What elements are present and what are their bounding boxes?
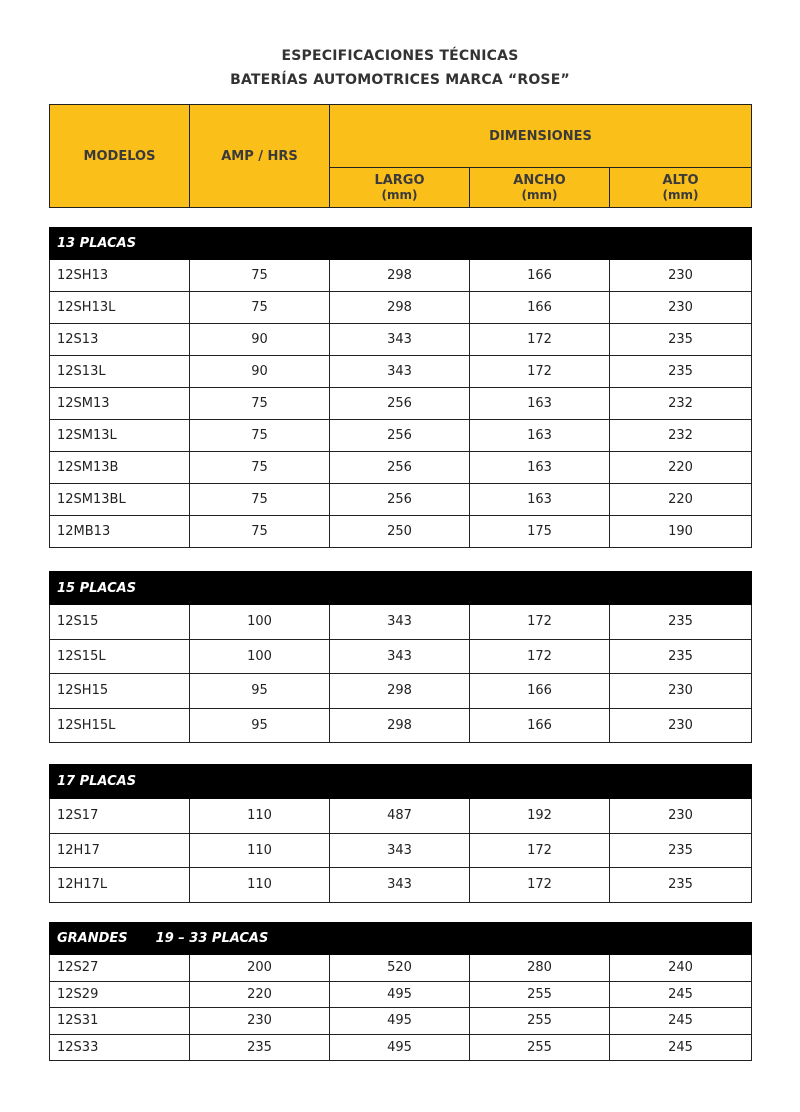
- cell-largo: 343: [330, 605, 470, 640]
- cell-largo: 487: [330, 799, 470, 834]
- cell-alto: 220: [610, 484, 752, 516]
- cell-model: 12MB13: [50, 516, 190, 548]
- cell-model: 12S15: [50, 605, 190, 640]
- header-amp-hrs: AMP / HRS: [190, 105, 330, 208]
- cell-ancho: 166: [470, 674, 610, 709]
- cell-amp: 75: [190, 420, 330, 452]
- cell-largo: 256: [330, 452, 470, 484]
- cell-amp: 75: [190, 260, 330, 292]
- spec-header-table: [49, 104, 752, 208]
- cell-alto: 240: [610, 955, 752, 982]
- cell-largo: 298: [330, 674, 470, 709]
- cell-largo: 495: [330, 1008, 470, 1035]
- cell-amp: 75: [190, 484, 330, 516]
- cell-model: 12S29: [50, 981, 190, 1008]
- group-sublabel: 19 – 33 PLACAS: [155, 931, 269, 946]
- cell-amp: 220: [190, 981, 330, 1008]
- cell-ancho: 255: [470, 1034, 610, 1061]
- cell-model: 12SH13L: [50, 292, 190, 324]
- cell-model: 12H17L: [50, 868, 190, 903]
- cell-ancho: 163: [470, 420, 610, 452]
- table-row: [50, 356, 752, 388]
- cell-largo: 298: [330, 260, 470, 292]
- cell-largo: 495: [330, 981, 470, 1008]
- header-largo: LARGO (mm): [330, 168, 470, 208]
- cell-amp: 90: [190, 356, 330, 388]
- cell-largo: 520: [330, 955, 470, 982]
- table-row: [50, 605, 752, 640]
- cell-amp: 75: [190, 292, 330, 324]
- table-row: [50, 708, 752, 743]
- cell-model: 12S31: [50, 1008, 190, 1035]
- cell-largo: 343: [330, 356, 470, 388]
- cell-ancho: 172: [470, 833, 610, 868]
- cell-model: 12S17: [50, 799, 190, 834]
- cell-ancho: 280: [470, 955, 610, 982]
- cell-largo: 256: [330, 420, 470, 452]
- cell-largo: 298: [330, 292, 470, 324]
- table-row: [50, 799, 752, 834]
- cell-largo: 495: [330, 1034, 470, 1061]
- cell-alto: 232: [610, 388, 752, 420]
- cell-amp: 110: [190, 799, 330, 834]
- cell-largo: 343: [330, 324, 470, 356]
- cell-ancho: 163: [470, 484, 610, 516]
- cell-ancho: 166: [470, 292, 610, 324]
- table-row: [50, 452, 752, 484]
- table-row: [50, 516, 752, 548]
- cell-alto: 235: [610, 868, 752, 903]
- cell-amp: 110: [190, 833, 330, 868]
- cell-alto: 235: [610, 833, 752, 868]
- cell-amp: 95: [190, 674, 330, 709]
- cell-alto: 230: [610, 674, 752, 709]
- table-row: [50, 1034, 752, 1061]
- header-dimensiones: DIMENSIONES: [330, 105, 752, 168]
- table-row: [50, 484, 752, 516]
- cell-amp: 100: [190, 605, 330, 640]
- cell-model: 12H17: [50, 833, 190, 868]
- group-label: 15 PLACAS: [57, 580, 137, 596]
- cell-ancho: 172: [470, 868, 610, 903]
- cell-alto: 235: [610, 356, 752, 388]
- cell-alto: 235: [610, 324, 752, 356]
- group-label-bar: [50, 572, 752, 605]
- cell-ancho: 172: [470, 639, 610, 674]
- cell-largo: 250: [330, 516, 470, 548]
- cell-model: 12SM13: [50, 388, 190, 420]
- group-17-placas-table: [49, 764, 752, 903]
- cell-amp: 75: [190, 452, 330, 484]
- cell-model: 12S27: [50, 955, 190, 982]
- cell-largo: 343: [330, 833, 470, 868]
- cell-alto: 220: [610, 452, 752, 484]
- cell-model: 12SM13BL: [50, 484, 190, 516]
- table-row: [50, 420, 752, 452]
- header-modelos: MODELOS: [50, 105, 190, 208]
- cell-model: 12SM13L: [50, 420, 190, 452]
- cell-ancho: 166: [470, 260, 610, 292]
- cell-alto: 230: [610, 292, 752, 324]
- table-row: [50, 981, 752, 1008]
- cell-alto: 230: [610, 708, 752, 743]
- table-row: [50, 1008, 752, 1035]
- cell-largo: 343: [330, 639, 470, 674]
- cell-ancho: 192: [470, 799, 610, 834]
- cell-model: 12S13L: [50, 356, 190, 388]
- cell-amp: 230: [190, 1008, 330, 1035]
- cell-model: 12SM13B: [50, 452, 190, 484]
- cell-amp: 75: [190, 516, 330, 548]
- header-ancho: ANCHO (mm): [470, 168, 610, 208]
- cell-alto: 245: [610, 1034, 752, 1061]
- cell-model: 12SH15: [50, 674, 190, 709]
- cell-model: 12S15L: [50, 639, 190, 674]
- table-row: [50, 955, 752, 982]
- group-grandes-table: [49, 922, 752, 1061]
- cell-amp: 100: [190, 639, 330, 674]
- cell-ancho: 255: [470, 1008, 610, 1035]
- cell-ancho: 172: [470, 324, 610, 356]
- cell-model: 12S33: [50, 1034, 190, 1061]
- table-row: [50, 868, 752, 903]
- table-row: [50, 674, 752, 709]
- cell-largo: 256: [330, 388, 470, 420]
- cell-amp: 200: [190, 955, 330, 982]
- table-row: [50, 833, 752, 868]
- cell-amp: 75: [190, 388, 330, 420]
- group-15-placas-table: [49, 571, 752, 743]
- header-alto: ALTO (mm): [610, 168, 752, 208]
- cell-model: 12SH13: [50, 260, 190, 292]
- cell-alto: 230: [610, 260, 752, 292]
- cell-ancho: 175: [470, 516, 610, 548]
- page-subtitle: BATERÍAS AUTOMOTRICES MARCA “ROSE”: [230, 72, 570, 88]
- cell-alto: 235: [610, 605, 752, 640]
- cell-largo: 256: [330, 484, 470, 516]
- cell-amp: 235: [190, 1034, 330, 1061]
- cell-model: 12SH15L: [50, 708, 190, 743]
- cell-alto: 245: [610, 981, 752, 1008]
- table-row: [50, 260, 752, 292]
- table-row: [50, 292, 752, 324]
- cell-alto: 235: [610, 639, 752, 674]
- cell-amp: 90: [190, 324, 330, 356]
- cell-amp: 95: [190, 708, 330, 743]
- cell-alto: 230: [610, 799, 752, 834]
- cell-ancho: 172: [470, 356, 610, 388]
- group-label: 17 PLACAS: [57, 774, 137, 789]
- table-row: [50, 639, 752, 674]
- group-label-bar: [50, 765, 752, 799]
- cell-largo: 298: [330, 708, 470, 743]
- cell-ancho: 166: [470, 708, 610, 743]
- cell-ancho: 163: [470, 388, 610, 420]
- group-label: GRANDES: [57, 931, 128, 946]
- group-13-placas-table: [49, 227, 752, 548]
- cell-ancho: 172: [470, 605, 610, 640]
- cell-alto: 245: [610, 1008, 752, 1035]
- cell-largo: 343: [330, 868, 470, 903]
- group-label: 13 PLACAS: [57, 236, 137, 251]
- cell-model: 12S13: [50, 324, 190, 356]
- cell-alto: 190: [610, 516, 752, 548]
- cell-alto: 232: [610, 420, 752, 452]
- group-label-bar: [50, 228, 752, 260]
- page-title: ESPECIFICACIONES TÉCNICAS: [281, 48, 519, 64]
- cell-ancho: 163: [470, 452, 610, 484]
- cell-amp: 110: [190, 868, 330, 903]
- group-label-bar: [50, 923, 752, 955]
- table-row: [50, 388, 752, 420]
- table-row: [50, 324, 752, 356]
- cell-ancho: 255: [470, 981, 610, 1008]
